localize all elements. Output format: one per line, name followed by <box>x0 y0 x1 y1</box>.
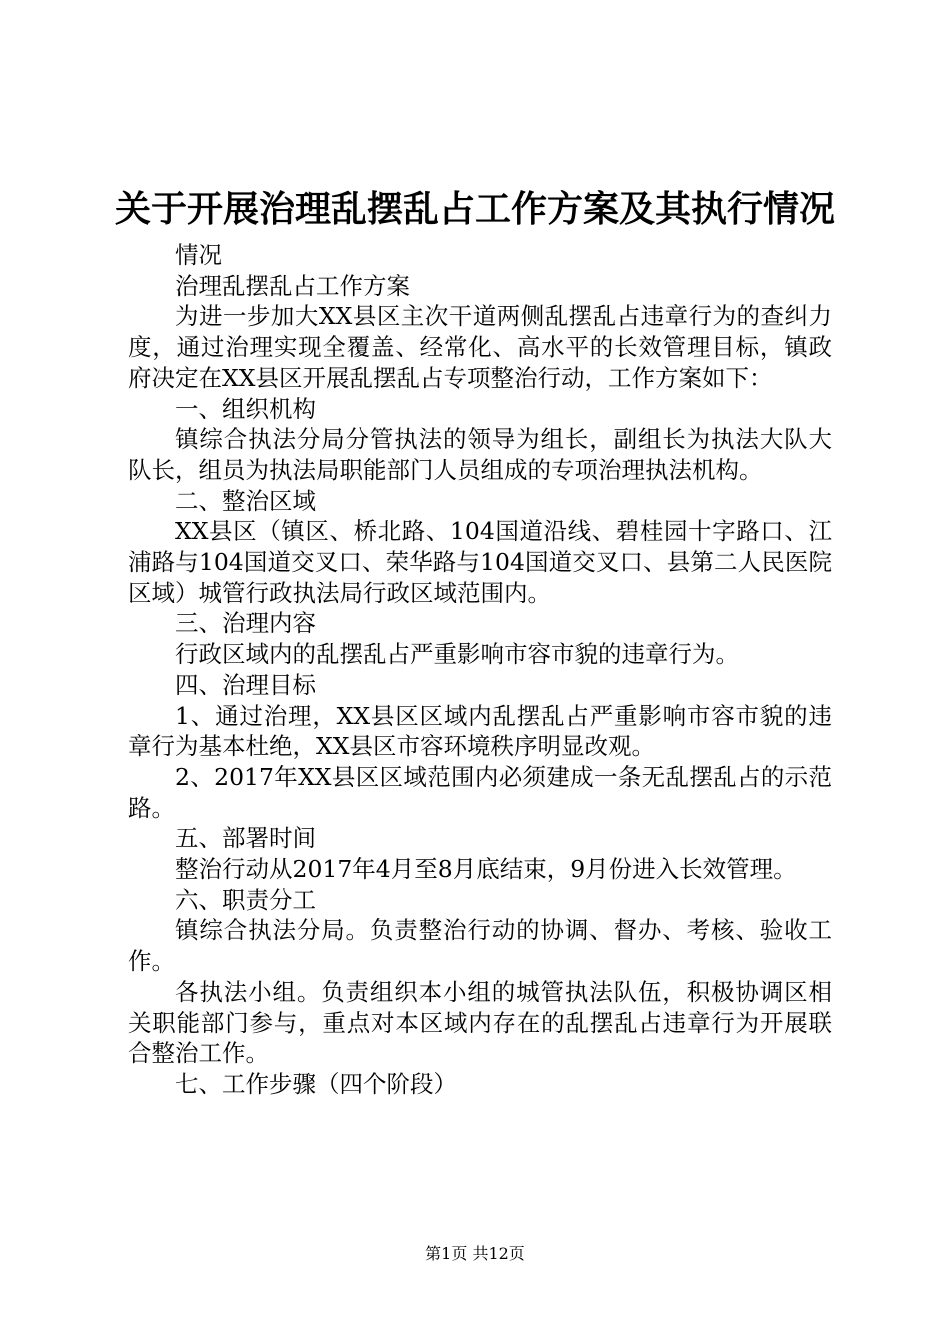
paragraph-11: 各执法小组。负责组织本小组的城管执法队伍，积极协调区相关职能部门参与，重点对本区域内存在的乱摆乱占违章行为开展联合整治工作。 <box>128 977 832 1068</box>
paragraph-10: 镇综合执法分局。负责整治行动的协调、督办、考核、验收工作。 <box>128 916 832 976</box>
paragraph-8: 2、2017年XX县区区域范围内必须建成一条无乱摆乱占的示范路。 <box>128 762 832 822</box>
paragraph-9: 整治行动从2017年4月至8月底结束，9月份进入长效管理。 <box>175 855 797 884</box>
section-heading-4: 四、治理目标 <box>175 670 316 699</box>
document-title: 关于开展治理乱摆乱占工作方案及其执行情况 <box>114 189 835 230</box>
document-body <box>128 240 832 1100</box>
section-heading-7: 七、工作步骤（四个阶段） <box>175 1069 457 1098</box>
paragraph-5: XX县区（镇区、桥北路、104国道沿线、碧桂园十字路口、江浦路与104国道交叉口、荣华路与104国道交叉口、县第二人民医院区域）城管行政执法局行政区域范围内。 <box>128 517 832 607</box>
paragraph-3: 为进一步加大XX县区主次干道两侧乱摆乱占违章行为的查纠力度，通过治理实现全覆盖、经常化、高水平的长效管理目标，镇政府决定在XX县区开展乱摆乱占专项整治行动，工作方案如下： <box>128 302 832 392</box>
paragraph-6: 行政区域内的乱摆乱占严重影响市容市貌的违章行为。 <box>175 640 739 669</box>
section-heading-2: 二、整治区域 <box>175 486 316 515</box>
page-footer: 第1页 共12页 <box>425 1244 525 1263</box>
section-heading-1: 一、组织机构 <box>175 394 316 423</box>
paragraph-4: 镇综合执法分局分管执法的领导为组长，副组长为执法大队大队长，组员为执法局职能部门人员组成的专项治理执法机构。 <box>128 425 832 484</box>
section-heading-6: 六、职责分工 <box>175 885 316 914</box>
section-heading-5: 五、部署时间 <box>175 824 316 853</box>
paragraph-1: 情况 <box>175 241 222 269</box>
paragraph-7: 1、通过治理，XX县区区域内乱摆乱占严重影响市容市貌的违章行为基本杜绝，XX县区市容环境秩序明显改观。 <box>128 701 832 761</box>
paragraph-2: 治理乱摆乱占工作方案 <box>175 271 410 300</box>
section-heading-3: 三、治理内容 <box>175 609 316 638</box>
